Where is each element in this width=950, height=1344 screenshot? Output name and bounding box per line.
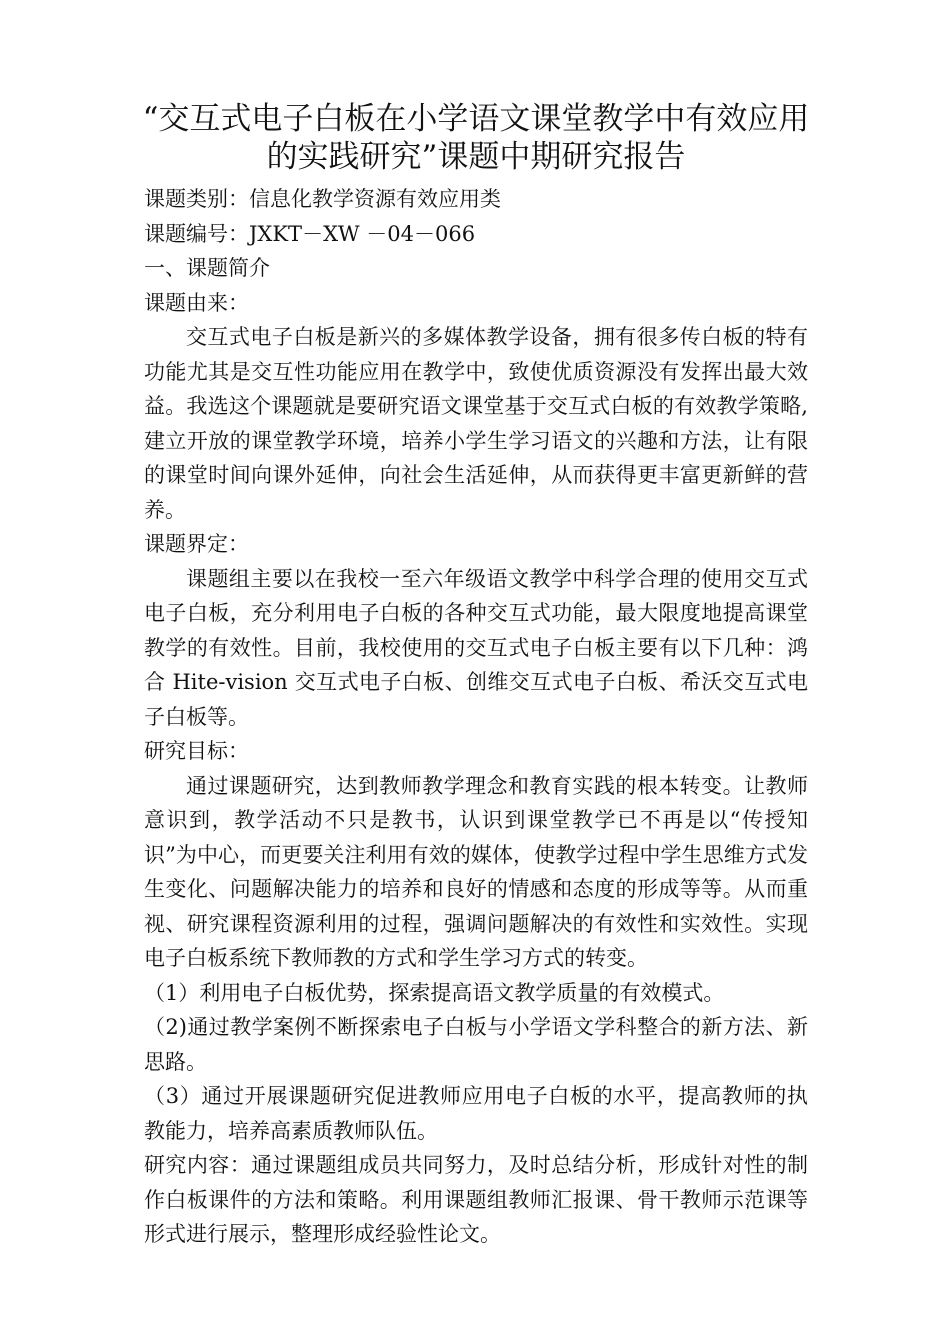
- title-line-2: 的实践研究”课题中期研究报告: [266, 139, 686, 175]
- origin-heading: 课题由来：: [144, 290, 249, 315]
- definition-paragraph: 课题组主要以在我校一至六年级语文教学中科学合理的使用交互式电子白板，充分利用电子白板的各种交互式功能，最大限度地提高课堂教学的有效性。目前，我校使用的交互式电子白板主要有以下几种：鸿合 Hite-vision 交互式电子白板、创维交互式电子白板、希沃交互式电子白板等。: [144, 566, 808, 729]
- topic-category: 课题类别：信息化教学资源有效应用类: [144, 187, 501, 211]
- section-heading-intro: 一、课题简介: [144, 256, 270, 280]
- goal-heading: 研究目标：: [144, 739, 249, 763]
- goal-paragraph: 通过课题研究，达到教师教学理念和教育实践的根本转变。让教师意识到，教学活动不只是教书，认识到课堂教学已不再是以“传授知识”为中心，而更要关注利用有效的媒体，使教学过程中学生思维方式发生变化、问题解决能力的培养和良好的情感和态度的形成等等。从而重视、研究课程资源利用的过程，强调问题解决的有效性和实效性。实现电子白板系统下教师教的方式和学生学习方式的转变。: [144, 773, 808, 970]
- title-line-1: “交互式电子白板在小学语文课堂教学中有效应用: [142, 101, 810, 137]
- goal-item-2: （2)通过教学案例不断探索电子白板与小学语文学科整合的新方法、新思路。: [144, 1015, 808, 1074]
- goal-item-3: （3）通过开展课题研究促进教师应用电子白板的水平，提高教师的执教能力，培养高素质教师队伍。: [144, 1084, 808, 1143]
- topic-number: 课题编号：JXKT－XW －04－066: [144, 221, 476, 246]
- definition-heading: 课题界定：: [144, 532, 249, 556]
- origin-paragraph: 交互式电子白板是新兴的多媒体教学设备，拥有很多传白板的特有功能尤其是交互性功能应用在教学中，致使优质资源没有发挥出最大效益。我选这个课题就是要研究语文课堂基于交互式白板的有效教学策略,建立开放的课堂教学环境，培养小学生学习语文的兴趣和方法，让有限的课堂时间向课外延伸，向社会生活延伸，从而获得更丰富更新鲜的营养。: [144, 325, 808, 522]
- research-content-paragraph: 研究内容：通过课题组成员共同努力，及时总结分析，形成针对性的制作白板课件的方法和策略。利用课题组教师汇报课、骨干教师示范课等形式进行展示，整理形成经验性论文。: [144, 1153, 808, 1246]
- goal-item-1: （1）利用电子白板优势，探索提高语文教学质量的有效模式。: [144, 980, 725, 1005]
- document-page: [144, 100, 808, 1252]
- document-title: [114, 100, 838, 176]
